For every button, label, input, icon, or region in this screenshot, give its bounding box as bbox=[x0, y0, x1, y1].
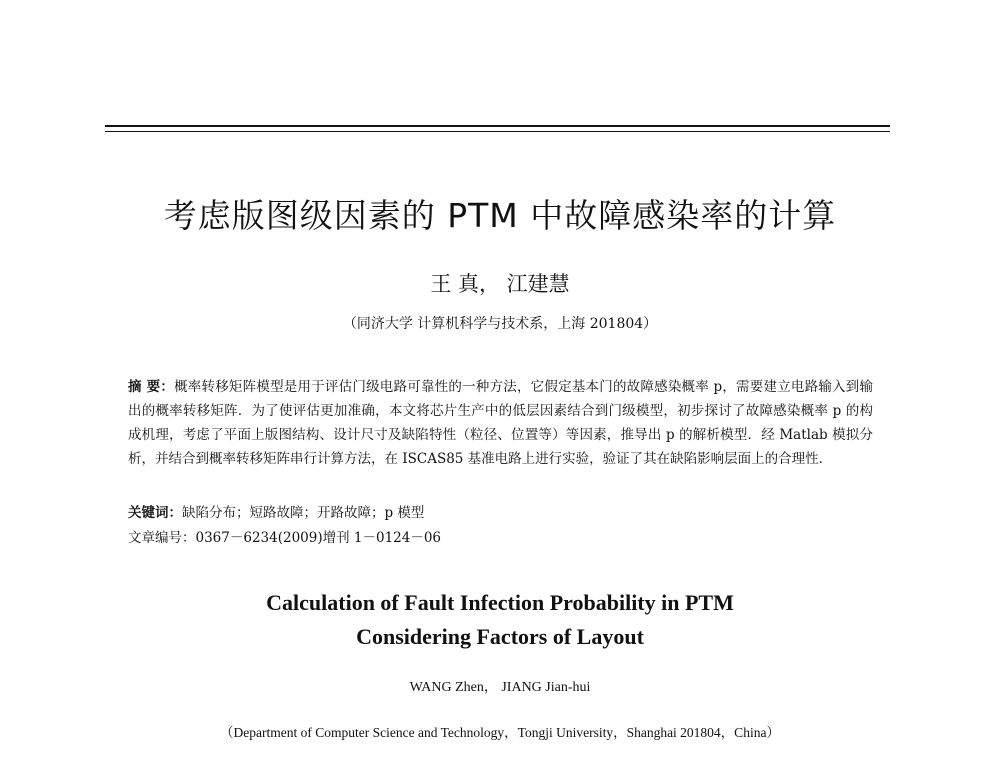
english-title-line-2: Considering Factors of Layout bbox=[356, 624, 644, 649]
header-rule-thick bbox=[105, 125, 890, 127]
english-title bbox=[0, 586, 1000, 654]
chinese-abstract bbox=[128, 375, 873, 471]
keywords-text: 缺陷分布；短路故障；开路故障；p 模型 bbox=[182, 505, 425, 521]
header-rule-thin bbox=[105, 131, 890, 132]
english-title-line-1: Calculation of Fault Infection Probability in PTM bbox=[266, 590, 734, 615]
english-authors: WANG Zhen， JIANG Jian-hui bbox=[409, 680, 591, 695]
chinese-title: 考虑版图级因素的 PTM 中故障感染率的计算 bbox=[163, 196, 837, 235]
keywords-line bbox=[128, 501, 424, 521]
abstract-text: 概率转移矩阵模型是用于评估门级电路可靠性的一种方法，它假定基本门的故障感染概率 p，需要建立电路输入到输出的概率转移矩阵．为了使评估更加准确，本文将芯片生产中的低层因素结合到门级模型，初步探讨了故障感染概率 p 的构成机理，考虑了平面上版图结构、设计尺寸及缺陷特性（粒径、位置等）等因素，推导出 p 的解析模型．经 Matlab 模拟分析，并结合到概率转移矩阵串行计算方法，在 ISCAS85 基准电路上进行实验，验证了其在缺陷影响层面上的合理性． bbox=[128, 379, 873, 467]
keywords-label: 关键词： bbox=[128, 505, 182, 521]
english-affiliation: （Department of Computer Science and Technology，Tongji University，Shanghai 201804，China） bbox=[220, 725, 780, 740]
chinese-authors: 王 真， 江建慧 bbox=[430, 272, 570, 296]
chinese-affiliation: （同济大学 计算机科学与技术系，上海 201804） bbox=[342, 316, 658, 332]
abstract-label: 摘 要： bbox=[128, 379, 175, 395]
article-number: 文章编号：0367－6234(2009)增刊 1－0124－06 bbox=[128, 530, 442, 546]
